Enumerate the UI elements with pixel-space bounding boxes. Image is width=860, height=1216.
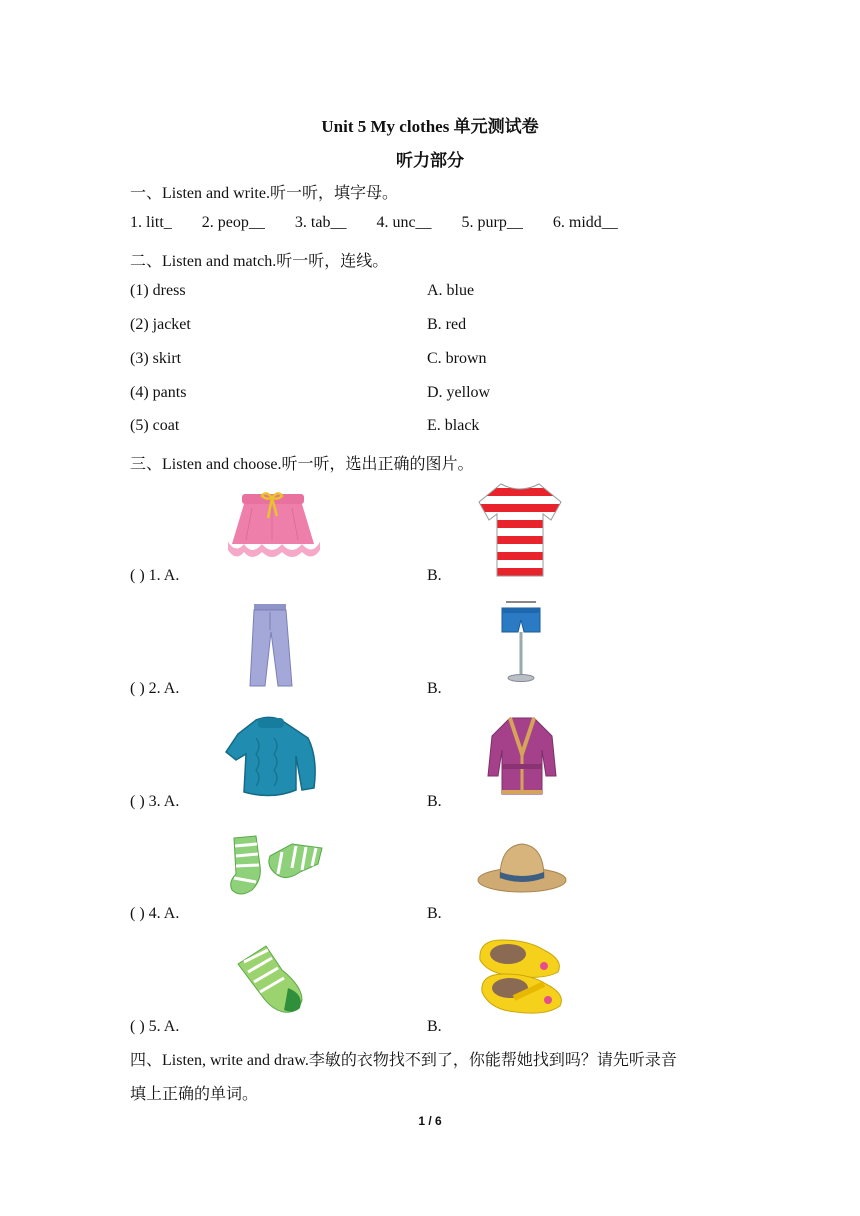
match-right-item: C. brown	[427, 350, 487, 367]
match-right-item: A. blue	[427, 282, 475, 299]
part1-heading: 一、Listen and write.听一听，填字母。	[130, 185, 398, 202]
green-socks-icon	[226, 832, 326, 902]
match-right-item: B. red	[427, 316, 467, 333]
page-title: Unit 5 My clothes 单元测试卷	[321, 117, 539, 136]
page-number: 1 / 6	[418, 1114, 442, 1128]
blank-item: 4. unc__	[376, 214, 432, 231]
striped-tshirt-icon	[477, 480, 563, 578]
match-left-item: (1) dress	[130, 282, 186, 299]
blue-sweater-icon	[222, 714, 320, 800]
match-right-item: E. black	[427, 417, 480, 434]
part2-heading: 二、Listen and match.听一听，连线。	[130, 253, 389, 270]
blank-item: 6. midd__	[552, 214, 618, 231]
question-label: ( ) 2. A.	[130, 680, 180, 697]
blank-item: 3. tab__	[294, 214, 347, 231]
straw-hat-icon	[476, 842, 568, 894]
yellow-shoes-icon	[474, 934, 566, 1018]
part4-heading: 四、Listen, write and draw.李敏的衣物找不到了，你能帮她找到吗？请先听录音	[130, 1052, 677, 1069]
pink-skirt-icon	[222, 488, 324, 563]
option-b-label: B.	[427, 680, 442, 697]
page-subtitle: 听力部分	[396, 151, 464, 170]
blank-item: 1. litt_	[130, 214, 172, 231]
option-b-label: B.	[427, 793, 442, 810]
question-label: ( ) 4. A.	[130, 905, 180, 922]
part1-items	[130, 214, 644, 232]
blank-item: 2. peop__	[201, 214, 265, 231]
question-label: ( ) 3. A.	[130, 793, 180, 810]
match-left-item: (3) skirt	[130, 350, 182, 367]
match-right-item: D. yellow	[427, 384, 491, 401]
part4-heading-cont: 填上正确的单词。	[130, 1086, 259, 1103]
option-b-label: B.	[427, 567, 442, 584]
blue-shorts-icon	[498, 598, 544, 686]
match-left-item: (4) pants	[130, 384, 187, 401]
green-sock-icon	[236, 942, 310, 1016]
blank-item: 5. purp__	[461, 214, 523, 231]
question-label: ( ) 1. A.	[130, 567, 180, 584]
purple-pants-icon	[240, 602, 298, 688]
question-label: ( ) 5. A.	[130, 1018, 180, 1035]
match-left-item: (5) coat	[130, 417, 180, 434]
match-left-item: (2) jacket	[130, 316, 191, 333]
purple-coat-icon	[486, 714, 558, 796]
part3-heading: 三、Listen and choose.听一听，选出正确的图片。	[130, 456, 474, 473]
option-b-label: B.	[427, 1018, 442, 1035]
option-b-label: B.	[427, 905, 442, 922]
